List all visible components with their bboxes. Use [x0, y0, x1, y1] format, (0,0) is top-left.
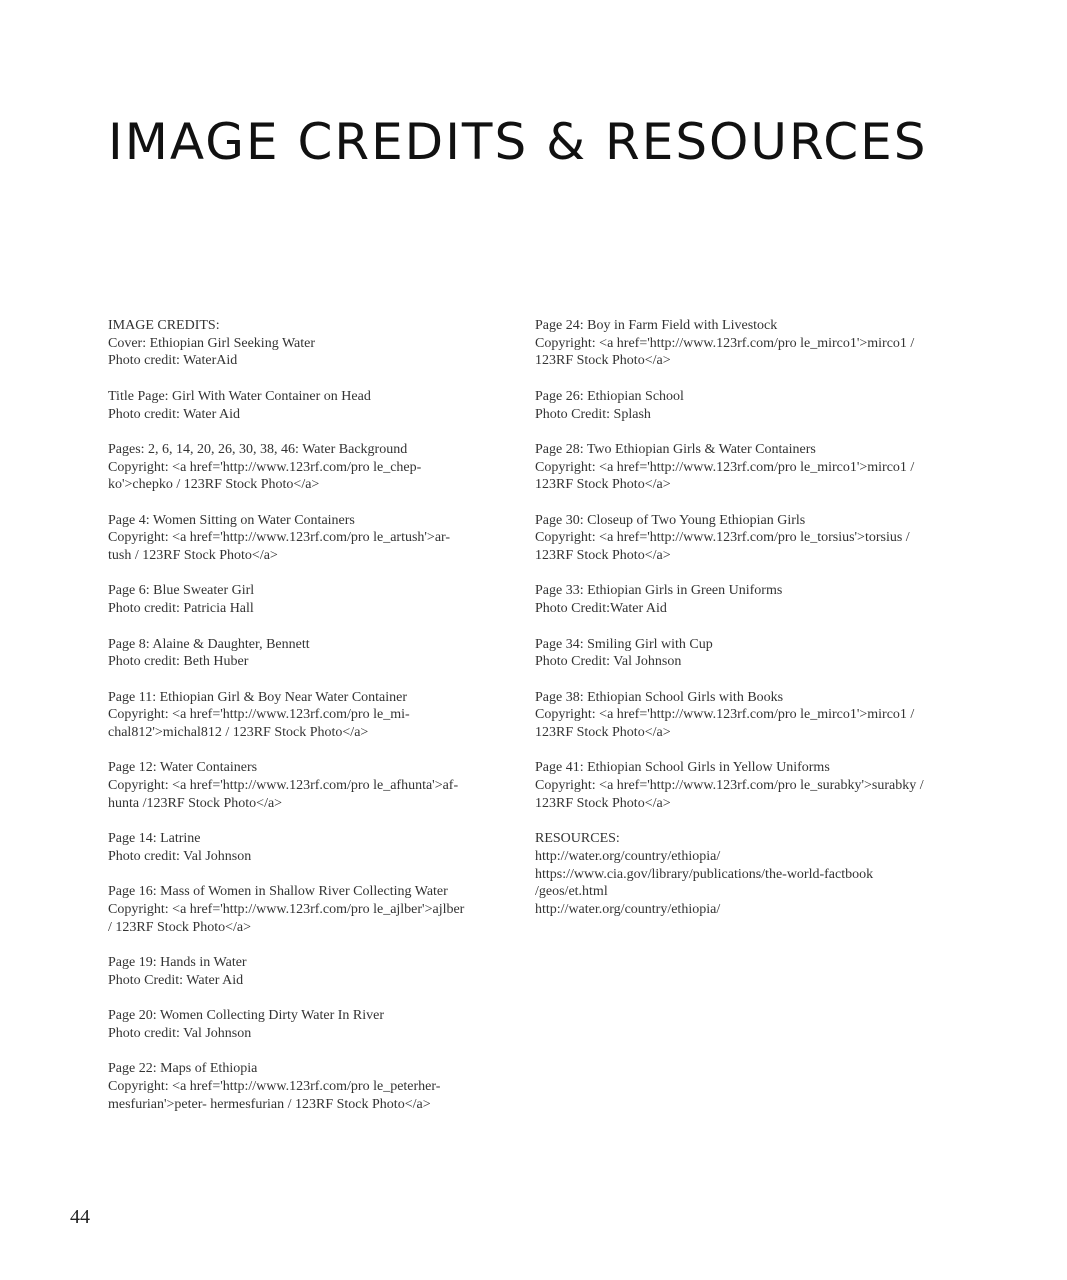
credit-line: Copyright: <a href='http://www.123rf.com/pro le_peterher-: [108, 1079, 441, 1095]
credit-line: Copyright: <a href='http://www.123rf.com/pro le_mi-: [108, 707, 410, 723]
credit-line: Photo credit: Patricia Hall: [108, 601, 254, 617]
credit-line: Copyright: <a href='http://www.123rf.com/pro le_afhunta'>af-: [108, 778, 459, 794]
credit-line: Copyright: <a href='http://www.123rf.com/pro le_torsius'>torsius /: [535, 530, 910, 546]
credit-line: Cover: Ethiopian Girl Seeking Water: [108, 335, 316, 351]
credit-line: Page 28: Two Ethiopian Girls & Water Containers: [535, 441, 816, 457]
credit-entry: [108, 954, 508, 989]
credit-entry: [108, 689, 508, 742]
credit-line: Page 24: Boy in Farm Field with Livestock: [535, 318, 778, 333]
credit-line: Page 34: Smiling Girl with Cup: [535, 636, 713, 652]
credit-line: https://www.cia.gov/library/publications/the-world-factbook: [535, 866, 874, 882]
credit-line: Copyright: <a href='http://www.123rf.com/pro le_chep-: [108, 459, 422, 475]
credits-left-column: [108, 317, 508, 1131]
credit-line: Page 19: Hands in Water: [108, 955, 247, 971]
credit-line: 123RF Stock Photo</a>: [535, 795, 671, 811]
credit-entry: [535, 830, 955, 919]
credit-line: Page 14: Latrine: [108, 831, 201, 847]
credit-entry: [108, 1060, 508, 1113]
credit-line: Photo Credit:Water Aid: [535, 601, 667, 617]
credit-line: chal812'>michal812 / 123RF Stock Photo</a>: [108, 725, 369, 741]
credit-line: Photo credit: WaterAid: [108, 353, 238, 369]
credit-line: Photo credit: Beth Huber: [108, 654, 249, 670]
credit-line: Page 41: Ethiopian School Girls in Yellow Uniforms: [535, 760, 830, 776]
credit-line: Copyright: <a href='http://www.123rf.com/pro le_mirco1'>mirco1 /: [535, 707, 915, 723]
credit-entry: [535, 317, 955, 370]
credit-line: 123RF Stock Photo</a>: [535, 548, 671, 564]
credits-right-column: [535, 317, 955, 936]
page-number: 44: [70, 1206, 90, 1228]
credit-line: Page 30: Closeup of Two Young Ethiopian Girls: [535, 512, 806, 528]
credit-line: RESOURCES:: [535, 831, 620, 847]
credit-line: Page 11: Ethiopian Girl & Boy Near Water Container: [108, 689, 408, 705]
credit-line: Copyright: <a href='http://www.123rf.com/pro le_ajlber'>ajlber: [108, 902, 465, 918]
credit-line: Photo credit: Val Johnson: [108, 1025, 252, 1041]
credit-line: IMAGE CREDITS:: [108, 318, 220, 333]
credit-entry: [108, 388, 508, 423]
credit-entry: [535, 388, 955, 423]
credit-line: 123RF Stock Photo</a>: [535, 477, 671, 493]
page-title: IMAGE CREDITS & RESOURCES: [108, 113, 928, 171]
credit-entry: [535, 759, 955, 812]
credit-line: ko'>chepko / 123RF Stock Photo</a>: [108, 477, 320, 493]
credit-entry: [535, 582, 955, 617]
credit-entry: [108, 883, 508, 936]
credit-entry: [108, 441, 508, 494]
credit-line: Copyright: <a href='http://www.123rf.com/pro le_artush'>ar-: [108, 530, 451, 546]
credit-line: Copyright: <a href='http://www.123rf.com/pro le_surabky'>surabky /: [535, 778, 924, 794]
credit-line: Photo Credit: Val Johnson: [535, 654, 682, 670]
credit-line: Photo Credit: Water Aid: [108, 972, 244, 988]
credit-entry: [108, 759, 508, 812]
credit-line: Copyright: <a href='http://www.123rf.com/pro le_mirco1'>mirco1 /: [535, 335, 915, 351]
credit-entry: [108, 512, 508, 565]
credit-line: Copyright: <a href='http://www.123rf.com/pro le_mirco1'>mirco1 /: [535, 459, 915, 475]
credit-line: mesfurian'>peter- hermesfurian / 123RF Stock Photo</a>: [108, 1096, 431, 1112]
credit-line: hunta /123RF Stock Photo</a>: [108, 795, 283, 811]
credit-line: 123RF Stock Photo</a>: [535, 353, 671, 369]
credit-line: http://water.org/country/ethiopia/: [535, 902, 721, 918]
credit-line: /geos/et.html: [535, 884, 608, 900]
credit-line: http://water.org/country/ethiopia/: [535, 848, 721, 864]
credit-line: Page 20: Women Collecting Dirty Water In River: [108, 1008, 385, 1024]
credit-line: Page 26: Ethiopian School: [535, 388, 684, 404]
credit-entry: [108, 830, 508, 865]
credit-line: Page 16: Mass of Women in Shallow River Collecting Water: [108, 884, 448, 900]
credit-entry: [108, 317, 508, 370]
credit-line: tush / 123RF Stock Photo</a>: [108, 548, 278, 564]
credit-line: Page 33: Ethiopian Girls in Green Uniforms: [535, 583, 783, 599]
credit-line: Page 38: Ethiopian School Girls with Books: [535, 689, 784, 705]
credit-entry: [535, 512, 955, 565]
credit-line: Photo credit: Water Aid: [108, 406, 240, 422]
credit-entry: [108, 582, 508, 617]
credit-entry: [108, 636, 508, 671]
credit-entry: [535, 689, 955, 742]
credit-line: Title Page: Girl With Water Container on Head: [108, 388, 371, 404]
credit-entry: [108, 1007, 508, 1042]
credit-line: Photo credit: Val Johnson: [108, 848, 252, 864]
credit-line: 123RF Stock Photo</a>: [535, 725, 671, 741]
credit-line: Page 12: Water Containers: [108, 760, 258, 776]
credit-entry: [535, 636, 955, 671]
credit-line: Page 4: Women Sitting on Water Containers: [108, 512, 355, 528]
credit-line: / 123RF Stock Photo</a>: [108, 919, 251, 935]
credit-line: Pages: 2, 6, 14, 20, 26, 30, 38, 46: Water Background: [108, 441, 408, 457]
credit-line: Page 22: Maps of Ethiopia: [108, 1061, 258, 1077]
credit-entry: [535, 441, 955, 494]
credit-line: Page 8: Alaine & Daughter, Bennett: [108, 636, 310, 652]
credit-line: Page 6: Blue Sweater Girl: [108, 583, 255, 599]
credit-line: Photo Credit: Splash: [535, 406, 651, 422]
